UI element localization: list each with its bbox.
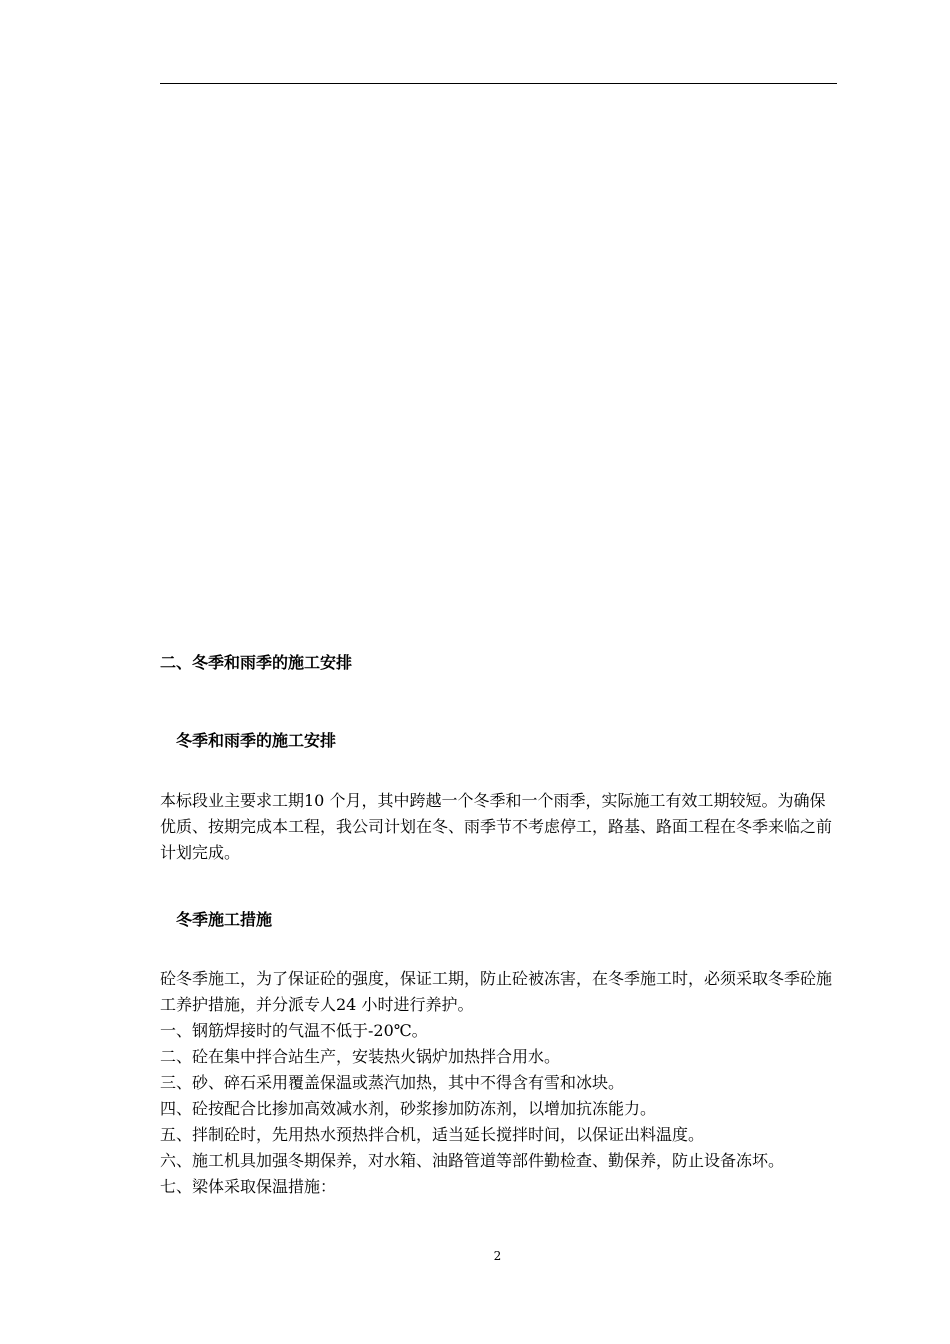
list-item: 七、梁体采取保温措施： — [160, 1177, 337, 1196]
list-item: 二、砼在集中拌合站生产，安装热火锅炉加热拌合用水。 — [160, 1047, 561, 1066]
header-rule — [160, 83, 837, 84]
winter-measures-heading: 冬季施工措施 — [176, 910, 273, 929]
list-item: 四、砼按配合比掺加高效减水剂，砂浆掺加防冻剂，以增加抗冻能力。 — [160, 1099, 657, 1118]
winter-measures-intro: 砼冬季施工，为了保证砼的强度，保证工期，防止砼被冻害，在冬季施工时，必须采取冬季砼施工养护措施，并分派专人24 小时进行养护。 — [160, 969, 833, 1014]
arrangement-body: 本标段业主要求工期10 个月，其中跨越一个冬季和一个雨季，实际施工有效工期较短。为确保优质、按期完成本工程，我公司计划在冬、雨季节不考虑停工，路基、路面工程在冬季来临之前计划完成。 — [160, 791, 833, 862]
page-number: 2 — [493, 1249, 502, 1263]
winter-measures-list — [160, 1018, 840, 1200]
arrangement-heading: 冬季和雨季的施工安排 — [176, 731, 337, 750]
winter-measures-paragraph — [160, 966, 840, 1018]
list-item: 五、拌制砼时，先用热水预热拌合机，适当延长搅拌时间，以保证出料温度。 — [160, 1125, 705, 1144]
section-heading: 二、冬季和雨季的施工安排 — [160, 653, 353, 672]
arrangement-paragraph — [160, 788, 840, 866]
list-item: 六、施工机具加强冬期保养，对水箱、油路管道等部件勤检查、勤保养，防止设备冻坏。 — [160, 1151, 785, 1170]
list-item: 一、钢筋焊接时的气温不低于-20℃。 — [160, 1021, 428, 1040]
list-item: 三、砂、碎石采用覆盖保温或蒸汽加热，其中不得含有雪和冰块。 — [160, 1073, 625, 1092]
